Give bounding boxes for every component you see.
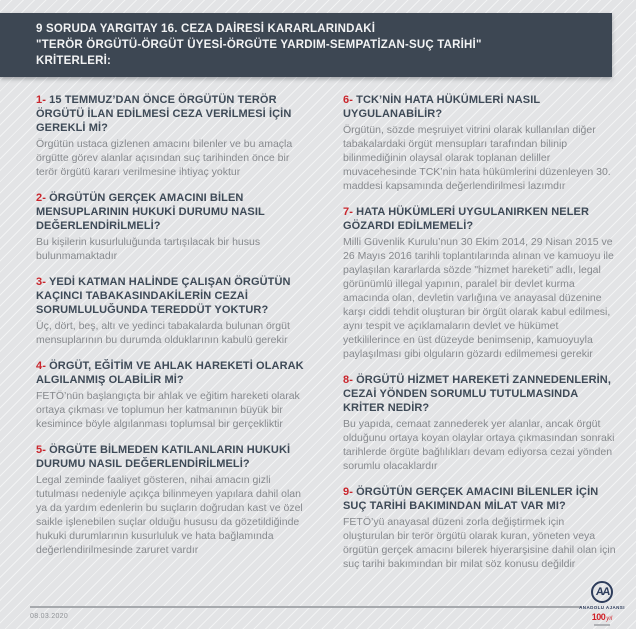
question-title <box>36 275 309 317</box>
left-column <box>36 93 309 583</box>
answer-text: Legal zeminde faaliyet gösteren, nihai amacın gizli tutulması nedeniyle açıkça bilinmeyen yapılara dahil olan ya da yardım edenlerin bu suçların doğrudan kast ve özel saikle işlenebilen suçlar olduğu hususu da gözetildiğinde hukuki durumlarının kusurluluk ve hata bağlamında değerlendirilmesinde zaruret vardır <box>36 474 303 556</box>
footer-divider <box>30 606 582 608</box>
question-number: 1- <box>36 94 46 106</box>
qa-item-9 <box>343 485 616 571</box>
question-title <box>36 359 309 387</box>
header-line-2: "TERÖR ÖRGÜTÜ-ÖRGÜT ÜYESİ-ÖRGÜTE YARDIM-SEMPATİZAN-SUÇ TARİHİ" <box>36 39 482 51</box>
answer-text: Milli Güvenlik Kurulu’nun 30 Ekim 2014, 29 Nisan 2015 ve 26 Mayıs 2016 tarihli toplantılarında alınan ve kamuoyu ile paylaşılan kararlarda sözde "hizmet hareketi" adlı, legal görünümlü illegal yapının, paralel bir devlet kurma amacında olan, devletin varlığına ve anayasal düzenine karşı ciddi tehdit oluşturan bir örgüt olarak kabul edilmesi, aynı tespit ve açıklamaların devlet ve hükümet yetkililerince en üst düzeyde benimsenip, kamuoyuyla paylaşılması gibi olguların gözardı edilmemesi gerekir <box>343 236 614 360</box>
question-number: 7- <box>343 206 353 218</box>
answer-text: Örgütün ustaca gizlenen amacını bilenler ve bu amaçla örgütte görev alanlar açısından suç tarihinden önce bir terör örgütü kararı verilmesine ihtiyaç yoktur <box>36 138 293 178</box>
aa-monogram-text: AA <box>594 586 610 598</box>
anniversary-mark <box>574 612 630 623</box>
question-text: ÖRGÜTÜ HİZMET HAREKETİ ZANNEDENLERİN, CEZAİ YÖNDEN SORUMLU TUTULMASINDA KRİTER NEDİR? <box>343 374 612 414</box>
question-number: 5- <box>36 444 46 456</box>
anniversary-suffix: yıl <box>606 616 613 622</box>
qa-item-3 <box>36 275 309 347</box>
question-text: HATA HÜKÜMLERİ UYGULANIRKEN NELER GÖZARDI EDİLMEMELİ? <box>343 206 590 232</box>
question-text: TCK’NİN HATA HÜKÜMLERİ NASIL UYGULANABİLİR? <box>343 94 541 120</box>
question-title <box>36 191 309 233</box>
qa-item-4 <box>36 359 309 431</box>
answer-text: Bu yapıda, cemaat zannederek yer alanlar, ancak örgüt olduğunu ortaya koyan olaylar ortaya çıkmasından sonraki tarihlerde örgüte bağlılıkları devam ediyorsa cezai yönden sorumlu olacaklardır <box>343 418 615 472</box>
aa-monogram-icon <box>591 581 613 603</box>
agency-name: ANADOLU AJANSI <box>579 605 625 610</box>
answer-text: Örgütün, sözde meşruiyet vitrini olarak kullanılan diğer tabakalardaki örgüt mensupları tarafından bilinip bilinmediğinin olaysal olarak toplanan deliller muvacehesinde TCK’nin hata hükümlerini düzenleyen 30. maddesi kapsamında değerlendirilmesi lazımdır <box>343 124 611 192</box>
header-line-3: KRİTERLERİ: <box>36 55 112 67</box>
right-column <box>343 93 616 583</box>
qa-item-6 <box>343 93 616 193</box>
question-text: ÖRGÜTE BİLMEDEN KATILANLARIN HUKUKİ DURUMU NASIL DEĞERLENDİRİLMELİ? <box>36 444 291 470</box>
publish-date: 08.03.2020 <box>30 613 69 620</box>
answer-text: Bu kişilerin kusurluluğunda tartışılacak bir husus bulunmamaktadır <box>36 236 261 262</box>
header-banner <box>0 13 612 77</box>
answer-text: Üç, dört, beş, altı ve yedinci tabakalarda bulunan örgüt mensuplarının bu durumda olduklarının kabulü gerekir <box>36 320 290 346</box>
question-text: ÖRGÜTÜN GERÇEK AMACINI BİLENLER İÇİN SUÇ TARİHİ BAKIMINDAN MİLAT VAR MI? <box>343 486 599 512</box>
answer-text: FETÖ’yü anayasal düzeni zorla değiştirmek için oluşturulan bir terör örgütü olarak kuran, yöneten veya örgütün gerçek amacını bilerek hiyerarşisine dahil olan için suç tarihi bakımından bir milat söz konusu değildir <box>343 516 616 570</box>
question-number: 4- <box>36 360 46 372</box>
qa-item-7 <box>343 205 616 361</box>
logo-fineprint-line <box>594 624 610 626</box>
question-text: ÖRGÜT, EĞİTİM VE AHLAK HAREKETİ OLARAK ALGILANMIŞ OLABİLİR Mİ? <box>36 360 304 386</box>
qa-item-5 <box>36 443 309 557</box>
qa-item-1 <box>36 93 309 179</box>
question-text: 15 TEMMUZ’DAN ÖNCE ÖRGÜTÜN TERÖR ÖRGÜTÜ İLAN EDİLMESİ CEZA VERİLMESİ İÇİN GEREKLİ Mİ? <box>36 94 292 134</box>
question-title <box>36 443 309 471</box>
qa-item-2 <box>36 191 309 263</box>
question-number: 8- <box>343 374 353 386</box>
qa-item-8 <box>343 373 616 473</box>
answer-text: FETÖ’nün başlangıçta bir ahlak ve eğitim hareketi olarak ortaya çıkması ve toplumun her katmanının büyük bir kesimince böyle algılanması toplumsal bir gerçekliktir <box>36 390 300 430</box>
question-text: YEDİ KATMAN HALİNDE ÇALIŞAN ÖRGÜTÜN KAÇINCI TABAKASINDAKİLERİN CEZAİ SORUMLULUĞUNDA TEREDDÜT YOKTUR? <box>36 276 291 316</box>
anniversary-number: 100 <box>591 612 606 622</box>
qa-columns <box>36 93 616 583</box>
question-number: 6- <box>343 94 353 106</box>
question-number: 3- <box>36 276 46 288</box>
question-title <box>343 485 616 513</box>
question-text: ÖRGÜTÜN GERÇEK AMACINI BİLEN MENSUPLARININ HUKUKİ DURUMU NASIL DEĞERLENDİRİLMELİ? <box>36 192 265 232</box>
question-number: 2- <box>36 192 46 204</box>
question-title <box>343 205 616 233</box>
header-line-1: 9 SORUDA YARGITAY 16. CEZA DAİRESİ KARARLARINDAKİ <box>36 23 376 35</box>
question-title <box>36 93 309 135</box>
question-title <box>343 373 616 415</box>
aa-logo <box>574 581 630 626</box>
question-title <box>343 93 616 121</box>
question-number: 9- <box>343 486 353 498</box>
